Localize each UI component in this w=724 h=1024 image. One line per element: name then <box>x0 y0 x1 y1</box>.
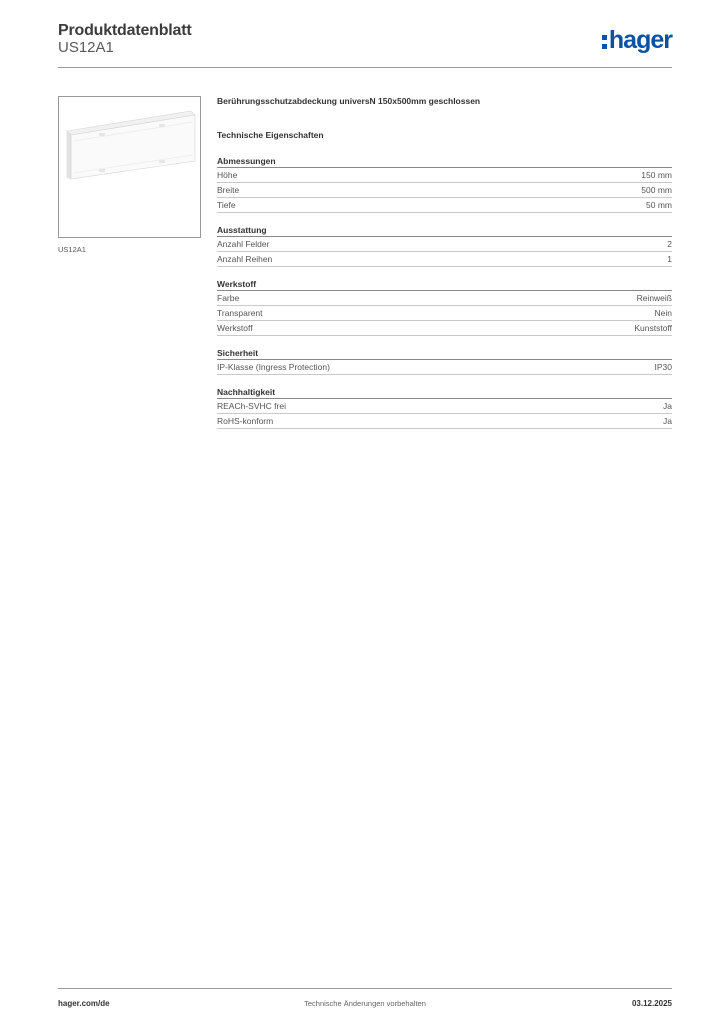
property-value: Kunststoff <box>634 323 672 333</box>
property-value: 1 <box>667 254 672 264</box>
product-cover-illustration <box>59 97 200 237</box>
section-title: Sicherheit <box>217 348 672 360</box>
logo-text: hager <box>608 26 672 54</box>
property-value: 50 mm <box>646 200 672 210</box>
document-title: Produktdatenblatt <box>58 22 192 39</box>
logo-dots-icon <box>602 35 607 49</box>
property-value: 500 mm <box>641 185 672 195</box>
property-value: Nein <box>654 308 672 318</box>
property-row <box>217 252 672 267</box>
product-image <box>58 96 201 238</box>
property-label: Werkstoff <box>217 323 253 333</box>
property-value: Reinweiß <box>636 293 672 303</box>
property-value: 150 mm <box>641 170 672 180</box>
page-footer <box>58 988 672 1012</box>
section-sustainability <box>217 387 672 429</box>
property-row <box>217 360 672 375</box>
document-subtitle: US12A1 <box>58 39 114 56</box>
section-title: Abmessungen <box>217 156 672 168</box>
section-title: Nachhaltigkeit <box>217 387 672 399</box>
section-dimensions <box>217 156 672 213</box>
property-row <box>217 237 672 252</box>
property-row <box>217 168 672 183</box>
property-row <box>217 291 672 306</box>
property-row <box>217 321 672 336</box>
property-value: IP30 <box>654 362 672 372</box>
section-title: Werkstoff <box>217 279 672 291</box>
property-row <box>217 306 672 321</box>
property-row <box>217 414 672 429</box>
property-label: Farbe <box>217 293 240 303</box>
hager-logo[interactable] <box>602 28 672 53</box>
product-details <box>217 96 672 429</box>
image-caption: US12A1 <box>58 245 86 254</box>
page-header <box>58 22 672 68</box>
product-description: Berührungsschutzabdeckung universN 150x500mm geschlossen <box>217 96 481 106</box>
property-label: IP-Klasse (Ingress Protection) <box>217 362 330 372</box>
section-equipment <box>217 225 672 267</box>
property-value: Ja <box>663 416 672 426</box>
property-label: Anzahl Felder <box>217 239 270 249</box>
property-label: Tiefe <box>217 200 236 210</box>
property-row <box>217 399 672 414</box>
property-label: Anzahl Reihen <box>217 254 273 264</box>
footer-notice: Technische Änderungen vorbehalten <box>304 999 426 1008</box>
property-label: Höhe <box>217 170 238 180</box>
section-title: Ausstattung <box>217 225 672 237</box>
section-safety <box>217 348 672 375</box>
property-label: REACh-SVHC frei <box>217 401 286 411</box>
property-label: RoHS-konform <box>217 416 274 426</box>
section-material <box>217 279 672 336</box>
property-row <box>217 198 672 213</box>
footer-website-link[interactable]: hager.com/de <box>58 999 110 1008</box>
property-value: 2 <box>667 239 672 249</box>
footer-date: 03.12.2025 <box>631 999 672 1008</box>
property-value: Ja <box>663 401 672 411</box>
property-row <box>217 183 672 198</box>
technical-properties-heading: Technische Eigenschaften <box>217 130 324 140</box>
property-label: Transparent <box>217 308 263 318</box>
property-label: Breite <box>217 185 240 195</box>
